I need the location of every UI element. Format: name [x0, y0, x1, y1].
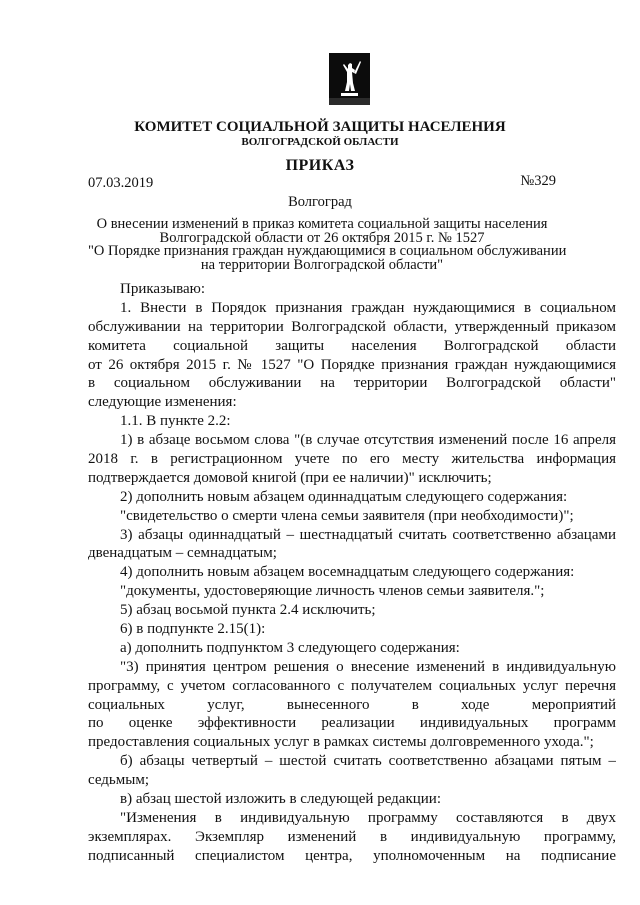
body-line: Приказываю:: [120, 281, 205, 297]
body-line: в социальном обслуживании на территории Волгоградской области": [88, 375, 616, 392]
subject-line: на территории Волгоградской области": [200, 256, 444, 273]
body-line: 4) дополнить новым абзацем восемнадцатым следующего содержания:: [120, 564, 575, 581]
body-line: подтверждается домовой книгой (при ее наличии)" исключить;: [88, 469, 492, 486]
motherland-statue-icon: [329, 53, 370, 105]
order-body: [88, 280, 616, 866]
body-line: 1. Внести в Порядок признания граждан нуждающимися в социальном: [120, 299, 616, 316]
body-line: социальных услуг, вынесенного в ходе мероприятий: [88, 696, 616, 713]
order-date: 07.03.2019: [88, 175, 154, 191]
body-line: предоставления социальных услуг в рамках системы долговременного ухода.";: [88, 734, 594, 751]
body-line: а) дополнить подпунктом 3 следующего содержания:: [120, 639, 460, 656]
subject-line: Волгоградской области от 26 октября 2015 г. № 1527: [159, 229, 485, 246]
body-line: 2018 г. в регистрационном учете по его месту жительства информация: [88, 451, 616, 468]
body-line: седьмым;: [88, 772, 150, 789]
body-line: подписанный специалистом центра, уполномоченным на подписание: [88, 847, 616, 864]
order-city: Волгоград: [288, 194, 352, 210]
subject-line: О внесении изменений в приказ комитета социальной защиты населения: [96, 216, 548, 232]
body-line: экземплярах. Экземпляр изменений в индивидуальную программу,: [88, 828, 616, 845]
body-line: 1) в абзаце восьмом слова "(в случае отсутствия изменений после 16 апреля: [120, 432, 616, 449]
coat-of-arms-emblem: [329, 53, 370, 105]
body-line: 5) абзац восьмой пункта 2.4 исключить;: [120, 602, 376, 619]
body-line: 2) дополнить новым абзацем одиннадцатым следующего содержания:: [120, 488, 568, 505]
body-line: 1.1. В пункте 2.2:: [120, 413, 231, 430]
body-line: б) абзацы четвертый – шестой считать соответственно абзацами пятым –: [120, 753, 616, 770]
body-line: от 26 октября 2015 г. № 1527 "О Порядке признания граждан нуждающимися: [88, 356, 616, 373]
body-line: обслуживании на территории Волгоградской области, утвержденный приказом: [88, 318, 616, 335]
body-line: "3) принятия центром решения о внесение изменений в индивидуальную: [120, 658, 616, 675]
body-line: следующие изменения:: [88, 394, 237, 411]
body-line: в) абзац шестой изложить в следующей редакции:: [120, 791, 441, 808]
body-line: 6) в подпункте 2.15(1):: [120, 621, 266, 638]
body-line: двенадцатым – семнадцатым;: [88, 545, 277, 562]
body-line: комитета социальной защиты населения Волгоградской области: [88, 337, 616, 354]
document-type: ПРИКАЗ: [285, 157, 355, 174]
organization-region: ВОЛГОГРАДСКОЙ ОБЛАСТИ: [241, 136, 399, 148]
order-number: №329: [520, 173, 556, 189]
organization-name: КОМИТЕТ СОЦИАЛЬНОЙ ЗАЩИТЫ НАСЕЛЕНИЯ: [134, 119, 506, 135]
order-subject: [88, 216, 567, 273]
body-line: программу, с учетом согласованного с получателем социальных услуг перечня: [88, 677, 616, 694]
body-line: "документы, удостоверяющие личность членов семьи заявителя.";: [120, 583, 545, 600]
body-line: "Изменения в индивидуальную программу составляются в двух: [120, 809, 616, 826]
body-line: по оценке эффективности реализации индивидуальных программ: [88, 715, 616, 732]
body-line: 3) абзацы одиннадцатый – шестнадцатый считать соответственно абзацами: [120, 526, 616, 543]
subject-line: "О Порядке признания граждан нуждающимися в социальном обслуживании: [88, 243, 567, 260]
body-line: "свидетельство о смерти члена семьи заявителя (при необходимости)";: [120, 507, 574, 524]
